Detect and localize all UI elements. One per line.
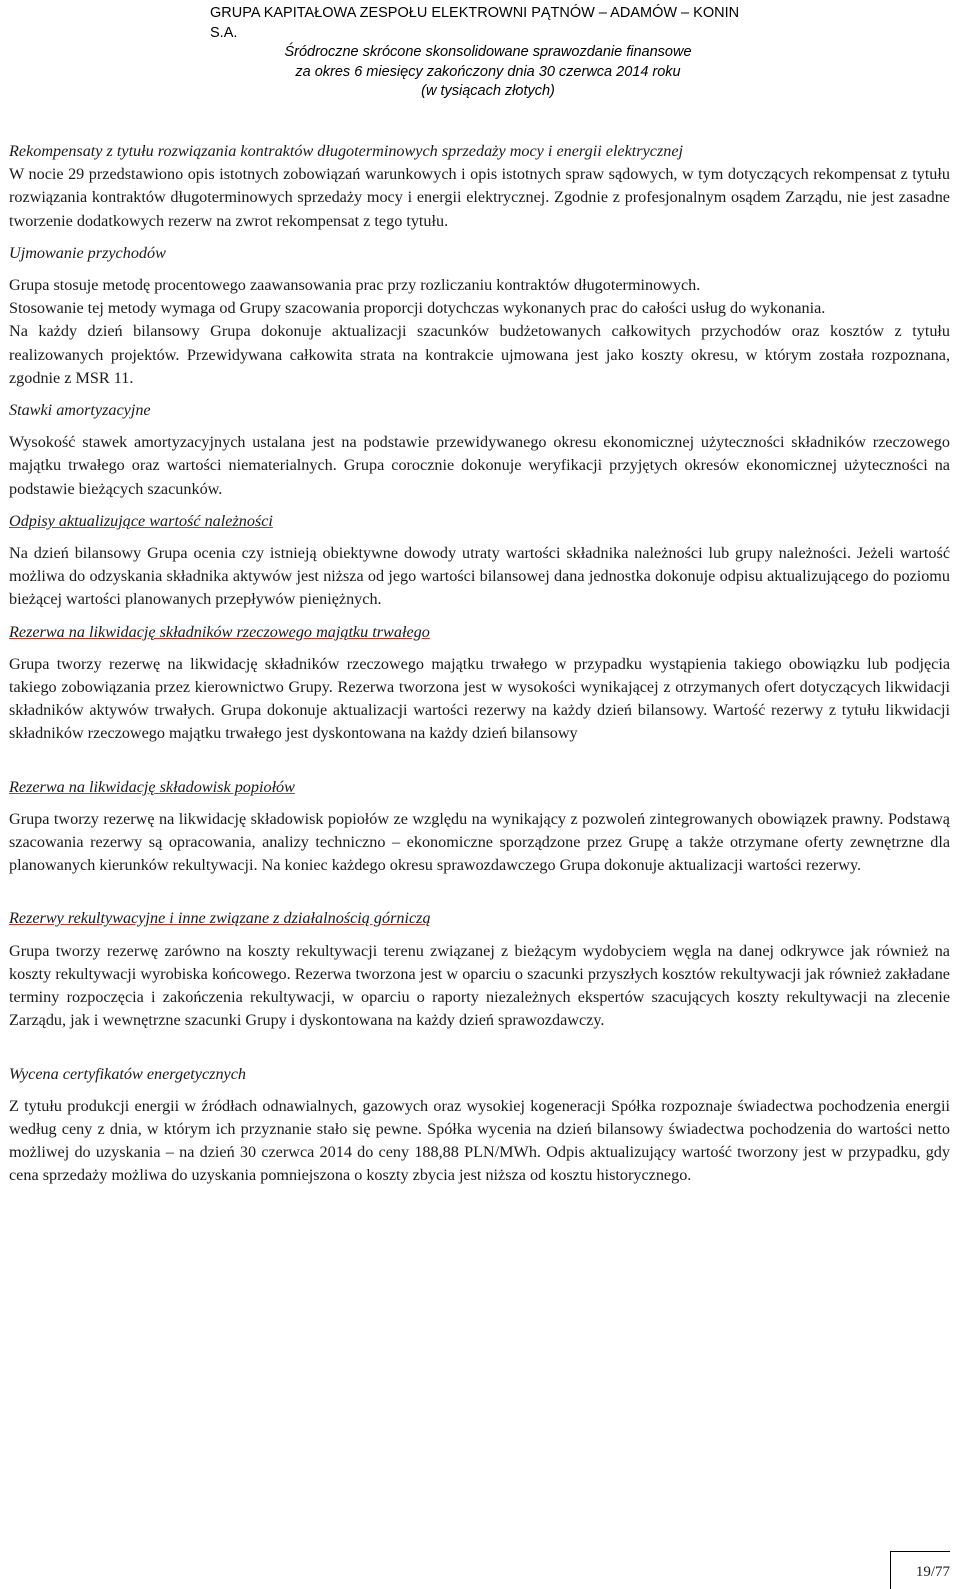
paragraph: Na dzień bilansowy Grupa ocenia czy istnieją obiektywne dowody utraty wartości składnika należności lub grupy należności. Jeżeli wartość możliwa do odzyskania składnika aktywów jest niższa od jego wartości bilansowej dana jednostka dokonuje odpisu aktualizującego do poziomu bieżącej wartości planowanych przepływów pieniężnych. xyxy=(9,544,950,609)
section-heading: Rekompensaty z tytułu rozwiązania kontraktów długoterminowych sprzedaży mocy i energii elektrycznej xyxy=(9,142,684,160)
page-footer xyxy=(890,1545,950,1589)
footer-rule-vertical xyxy=(890,1551,891,1589)
page-header xyxy=(210,4,766,102)
section-heading: Rezerwa na likwidację składowisk popiołów xyxy=(9,777,295,796)
paragraph: Wysokość stawek amortyzacyjnych ustalana jest na podstawie przewidywanego okresu ekonomicznej użyteczności składników rzeczowego majątku trwałego oraz wartości niematerialnych. Grupa corocznie dokonuje weryfikacji przyjętych okresów ekonomicznej użyteczności na podstawie bieżących szacunków. xyxy=(9,433,950,498)
paragraph: W nocie 29 przedstawiono opis istotnych zobowiązań warunkowych i opis istotnych spraw sądowych, w tym dotyczących rekompensat z tytułu rozwiązania kontraktów długoterminowych sprzedaży mocy i energii elektrycznej. Zgodnie z profesjonalnym osądem Zarządu, nie jest zasadne tworzenie dodatkowych rezerw na zwrot rekompensat z tego tytułu. xyxy=(9,165,950,230)
header-units: (w tysiącach złotych) xyxy=(421,83,555,99)
paragraph: Stosowanie tej metody wymaga od Grupy szacowania proporcji dotychczas wykonanych prac do całości usług do wykonania. xyxy=(9,299,826,318)
paragraph: Grupa stosuje metodę procentowego zaawansowania prac przy rozliczaniu kontraktów długoterminowych. xyxy=(9,276,701,295)
section-heading: Stawki amortyzacyjne xyxy=(9,401,151,420)
paragraph: Na każdy dzień bilansowy Grupa dokonuje aktualizacji szacunków budżetowanych całkowitych przychodów oraz kosztów z tytułu realizowanych projektów. Przewidywana całkowita strata na kontrakcie ujmowana jest jako koszty okresu, w którym została rozpoznana, zgodnie z MSR 11. xyxy=(9,322,950,387)
section-heading: Rezerwa na likwidację składników rzeczowego majątku trwałego xyxy=(9,622,430,641)
paragraph: Z tytułu produkcji energii w źródłach odnawialnych, gazowych oraz wysokiej kogeneracji Spółka rozpoznaje świadectwa pochodzenia energii według ceny z dnia, w którym ich przyznanie stało się pewne. Spółka wycenia na dzień bilansowy świadectwa pochodzenia do wartości netto możliwej do uzyskania – na dzień 30 czerwca 2014 do ceny 188,88 PLN/MWh. Odpis aktualizujący wartość tworzony jest w przypadku, gdy cena sprzedaży możliwa do uzyskania pomniejszona o koszty zbycia jest niższa od kosztu historycznego. xyxy=(9,1096,950,1185)
document-body xyxy=(9,140,950,1188)
paragraph: Grupa tworzy rezerwę zarówno na koszty rekultywacji terenu związanej z bieżącym wydobyciem węgla na danej odkrywce jak również na koszty rekultywacji wyrobiska końcowego. Rezerwa tworzona jest w oparciu o szacunki przyszłych kosztów rekultywacji jak również zakładane terminy rozpoczęcia i zakończenia rekultywacji, w oparciu o raporty niezależnych ekspertów szacujących koszty rekultywacji na zlecenie Zarządu, jak i wewnętrzne szacunki Grupy i dyskontowana na każdy dzień sprawozdawczy. xyxy=(9,941,950,1030)
section-heading: Ujmowanie przychodów xyxy=(9,243,166,262)
footer-rule xyxy=(890,1551,950,1552)
header-company: GRUPA KAPITAŁOWA ZESPOŁU ELEKTROWNI PĄTNÓW – ADAMÓW – KONIN S.A. xyxy=(210,5,740,41)
header-report-title: Śródroczne skrócone skonsolidowane sprawozdanie finansowe xyxy=(284,44,692,60)
page-number: 19/77 xyxy=(915,1564,950,1580)
paragraph: Grupa tworzy rezerwę na likwidację składników rzeczowego majątku trwałego w przypadku wystąpienia takiego obowiązku lub podjęcia takiego zobowiązania przez kierownictwo Grupy. Rezerwa tworzona jest w wysokości wynikającej z otrzymanych ofert dotyczących likwidacji składników aktywów trwałych. Grupa dokonuje aktualizacji wartości rezerwy na każdy dzień bilansowy. Wartość rezerwy z tytułu likwidacji składników rzeczowego majątku trwałego jest dyskontowana na każdy dzień bilansowy xyxy=(9,654,950,743)
section-heading: Odpisy aktualizujące wartość należności xyxy=(9,511,273,530)
section-heading: Rezerwy rekultywacyjne i inne związane z działalnością górniczą xyxy=(9,909,431,928)
section-heading: Wycena certyfikatów energetycznych xyxy=(9,1064,247,1083)
paragraph: Grupa tworzy rezerwę na likwidację składowisk popiołów ze względu na wynikający z pozwoleń zintegrowanych obowiązek prawny. Podstawą szacowania rezerwy są opracowania, analizy techniczno – ekonomiczne sporządzone przez Grupę a także otrzymane oferty zewnętrzne dla planowanych kierunków rekultywacji. Na koniec każdego okresu sprawozdawczego Grupa dokonuje aktualizacji wartości rezerwy. xyxy=(9,809,950,875)
header-period: za okres 6 miesięcy zakończony dnia 30 czerwca 2014 roku xyxy=(295,63,681,80)
